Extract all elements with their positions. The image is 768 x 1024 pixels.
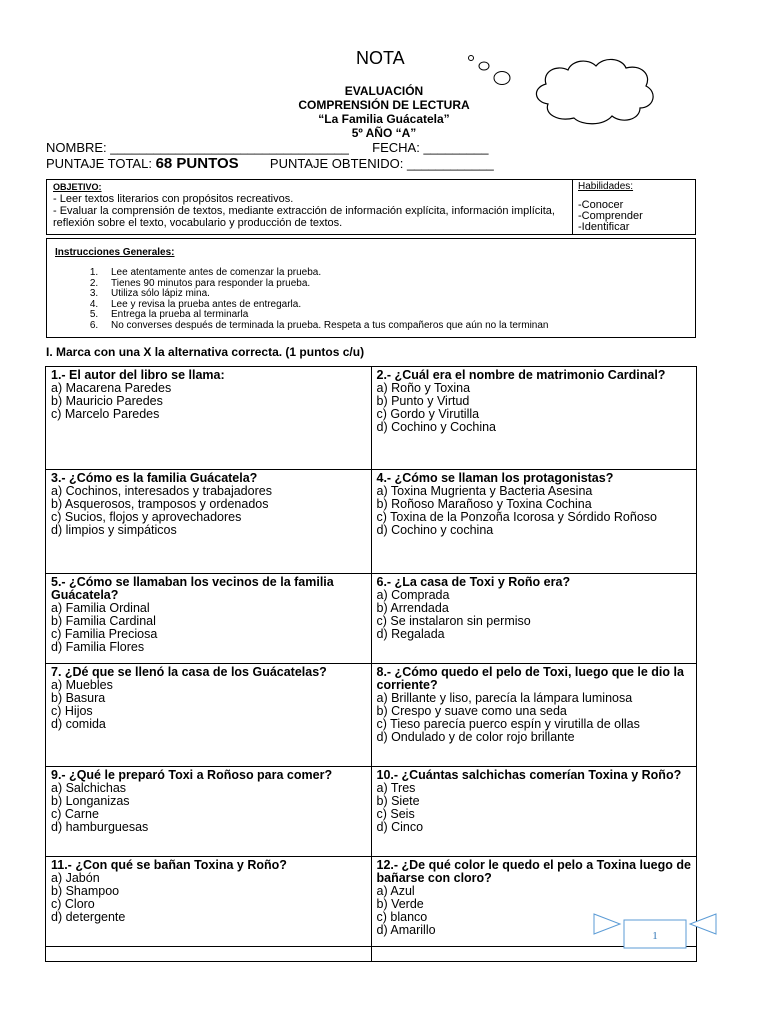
puntaje-obtenido-field[interactable]: ____________ <box>406 156 494 171</box>
instruccion-item: 5. Entrega la prueba al terminarla <box>101 310 687 321</box>
option[interactable]: d) Amarillo <box>376 922 436 937</box>
subject-title: COMPRENSIÓN DE LECTURA <box>298 98 470 112</box>
option[interactable]: a) Cochinos, interesados y trabajadores <box>51 483 272 498</box>
objetivo-line-2: - Evaluar la comprensión de textos, mediante extracción de información explícita, información implícita, reflexión sobre el texto, vocabulario y producción de textos. <box>53 205 555 229</box>
option[interactable]: c) Se instalaron sin permiso <box>376 613 531 628</box>
option[interactable]: b) Asquerosos, tramposos y ordenados <box>51 496 269 511</box>
option[interactable]: d) Cochino y cochina <box>376 522 494 537</box>
question-text: 7. ¿Dé que se llenó la casa de los Guácatelas? <box>51 665 327 679</box>
question-text: 9.- ¿Qué le preparó Toxi a Roñoso para comer? <box>51 768 333 782</box>
table-row <box>46 664 697 767</box>
table-row <box>46 367 697 470</box>
table-row <box>46 574 697 664</box>
habilidades-title: Habilidades: <box>578 181 634 192</box>
instruccion-item: 3. Utiliza sólo lápiz mina. <box>101 289 687 300</box>
option[interactable]: d) Cinco <box>376 819 424 834</box>
option[interactable]: d) detergente <box>51 909 126 924</box>
option[interactable]: d) Ondulado y de color rojo brillante <box>376 729 575 744</box>
question-3 <box>46 470 372 574</box>
option[interactable]: a) Toxina Mugrienta y Bacteria Asesina <box>376 483 593 498</box>
objetivo-line-1: - Leer textos literarios con propósitos recreativos. <box>53 193 294 205</box>
option[interactable]: b) Shampoo <box>51 883 120 898</box>
option[interactable]: a) Comprada <box>376 587 450 602</box>
nombre-row <box>46 140 489 155</box>
question-text: 4.- ¿Cómo se llaman los protagonistas? <box>376 471 614 485</box>
puntaje-obtenido-label: PUNTAJE OBTENIDO: <box>269 156 404 171</box>
question-10 <box>371 767 697 857</box>
option[interactable]: c) Seis <box>376 806 415 821</box>
question-text: 5.- ¿Cómo se llamaban los vecinos de la familia Guácatela? <box>51 575 334 602</box>
objetivo-text <box>47 180 573 234</box>
nombre-label: NOMBRE: <box>46 140 107 155</box>
questions-table <box>45 366 697 962</box>
habilidades-panel <box>573 180 695 234</box>
option[interactable]: c) Sucios, flojos y aprovechadores <box>51 509 242 524</box>
option[interactable]: c) Cloro <box>51 896 95 911</box>
option[interactable]: b) Punto y Virtud <box>376 393 470 408</box>
option[interactable]: c) Tieso parecía puerco espín y virutilla de ollas <box>376 716 640 731</box>
book-title: “La Familia Guácatela” <box>318 112 450 126</box>
objetivo-title: OBJETIVO: <box>53 182 102 192</box>
option[interactable]: b) Verde <box>376 896 424 911</box>
option[interactable]: c) blanco <box>376 909 428 924</box>
question-text: 2.- ¿Cuál era el nombre de matrimonio Cardinal? <box>376 368 666 382</box>
option[interactable]: b) Familia Cardinal <box>51 613 156 628</box>
fecha-field[interactable]: _________ <box>423 140 489 155</box>
option[interactable]: c) Marcelo Paredes <box>51 406 160 421</box>
option[interactable]: d) limpios y simpáticos <box>51 522 177 537</box>
question-text: 12.- ¿De qué color le quedo el pelo a Toxina luego de bañarse con cloro? <box>376 858 691 885</box>
instruccion-item: 1. Lee atentamente antes de comenzar la prueba. <box>101 268 687 279</box>
option[interactable]: a) Azul <box>376 883 415 898</box>
question-8 <box>371 664 697 767</box>
question-text: 8.- ¿Cómo quedo el pelo de Toxi, luego que le dio la corriente? <box>376 665 684 692</box>
option[interactable]: c) Hijos <box>51 703 93 718</box>
empty-cell <box>46 947 372 962</box>
table-row <box>46 470 697 574</box>
option[interactable]: c) Familia Preciosa <box>51 626 158 641</box>
option[interactable]: b) Longanizas <box>51 793 130 808</box>
question-text: 3.- ¿Cómo es la familia Guácatela? <box>51 471 258 485</box>
question-7 <box>46 664 372 767</box>
question-1 <box>46 367 372 470</box>
question-2 <box>371 367 697 470</box>
habilidad-item: -Identificar <box>578 221 630 233</box>
question-text: 6.- ¿La casa de Toxi y Roño era? <box>376 575 571 589</box>
option[interactable]: d) Familia Flores <box>51 639 145 654</box>
puntaje-row <box>46 155 494 172</box>
option[interactable]: a) Muebles <box>51 677 113 692</box>
option[interactable]: c) Gordo y Virutilla <box>376 406 480 421</box>
instrucciones-title: Instrucciones Generales: <box>55 247 175 258</box>
question-5 <box>46 574 372 664</box>
nota-label: NOTA <box>356 48 405 68</box>
objetivo-box <box>46 179 696 235</box>
instruccion-item: 6. No converses después de terminada la prueba. Respeta a tus compañeros que aún no la terminan <box>101 321 687 332</box>
ribbon-icon <box>590 910 720 954</box>
option[interactable]: b) Roñoso Marañoso y Toxina Cochina <box>376 496 592 511</box>
option[interactable]: d) Cochino y Cochina <box>376 419 497 434</box>
option[interactable]: a) Familia Ordinal <box>51 600 150 615</box>
grade-title: 5º AÑO “A” <box>351 126 417 140</box>
instruccion-item: 2. Tienes 90 minutos para responder la prueba. <box>101 279 687 290</box>
option[interactable]: b) Basura <box>51 690 106 705</box>
page-number: 1 <box>652 930 658 942</box>
option[interactable]: b) Crespo y suave como una seda <box>376 703 567 718</box>
puntaje-total-label: PUNTAJE TOTAL: <box>46 156 152 171</box>
option[interactable]: b) Siete <box>376 793 420 808</box>
option[interactable]: a) Jabón <box>51 870 100 885</box>
question-11 <box>46 857 372 947</box>
page-number-badge <box>590 910 720 959</box>
option[interactable]: d) Regalada <box>376 626 445 641</box>
option[interactable]: b) Arrendada <box>376 600 449 615</box>
option[interactable]: d) hamburguesas <box>51 819 149 834</box>
option[interactable]: a) Roño y Toxina <box>376 380 471 395</box>
table-row <box>46 767 697 857</box>
question-4 <box>371 470 697 574</box>
option[interactable]: c) Carne <box>51 806 99 821</box>
question-text: 10.- ¿Cuántas salchichas comerían Toxina y Roño? <box>376 768 682 782</box>
instrucciones-box <box>46 238 696 338</box>
question-text: 11.- ¿Con qué se bañan Toxina y Roño? <box>51 858 287 872</box>
section-title: I. Marca con una X la alternativa correcta. (1 puntos c/u) <box>46 345 365 359</box>
nombre-field[interactable]: _________________________________ <box>110 140 349 155</box>
option[interactable]: a) Macarena Paredes <box>51 380 172 395</box>
instruccion-item: 4. Lee y revisa la prueba antes de entregarla. <box>101 300 687 311</box>
eval-title: EVALUACIÓN <box>344 84 424 98</box>
instrucciones-list <box>55 268 687 331</box>
question-9 <box>46 767 372 857</box>
option[interactable]: a) Salchichas <box>51 780 127 795</box>
puntaje-total-value: 68 PUNTOS <box>155 155 239 172</box>
question-6 <box>371 574 697 664</box>
option[interactable]: b) Mauricio Paredes <box>51 393 163 408</box>
question-text: 1.- El autor del libro se llama: <box>51 368 225 382</box>
habilidad-item: -Comprender <box>578 210 643 222</box>
option[interactable]: a) Brillante y liso, parecía la lámpara luminosa <box>376 690 633 705</box>
option[interactable]: a) Tres <box>376 780 416 795</box>
habilidad-item: -Conocer <box>578 199 624 211</box>
fecha-label: FECHA: <box>372 140 420 155</box>
option[interactable]: d) comida <box>51 716 106 731</box>
option[interactable]: c) Toxina de la Ponzoña Icorosa y Sórdido Roñoso <box>376 509 657 524</box>
